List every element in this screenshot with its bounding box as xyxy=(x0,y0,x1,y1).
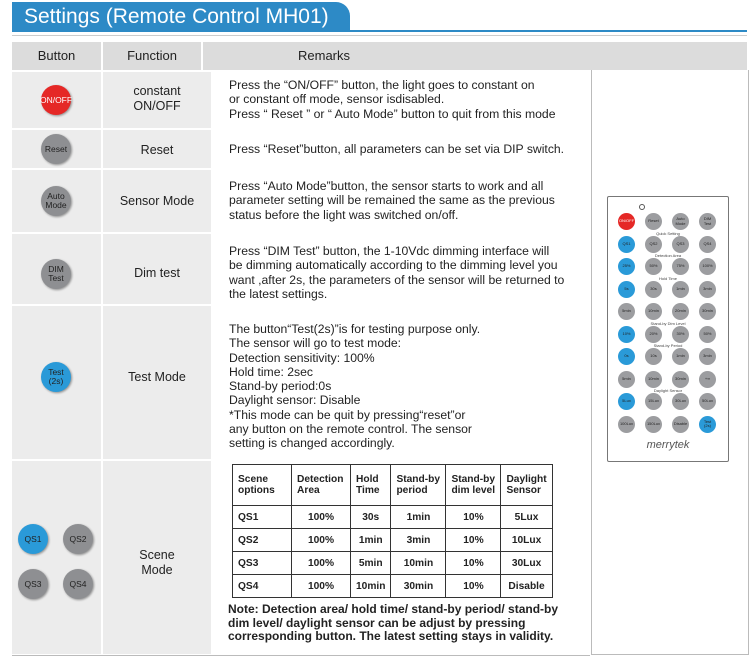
remote-section-label: Quick Setting xyxy=(656,230,680,236)
remote-control-illustration xyxy=(607,196,729,462)
brand-logo: merrytek xyxy=(646,439,690,451)
title-underline xyxy=(12,30,747,32)
auto-mode-button-icon: Auto Mode xyxy=(41,186,71,216)
scene-cell: 3min xyxy=(391,529,446,552)
remark-text: Press the “ON/OFF” button, the light goes to constant on or constant off mode, sensor isdisabled. Press “ Reset ” or “ Auto Mode” button to quit from this mode xyxy=(229,78,556,121)
remote-section-label: Hold Time xyxy=(658,275,677,281)
table-row xyxy=(12,306,590,459)
scene-header: Stand-by period xyxy=(391,465,446,506)
scene-cell: 100% xyxy=(292,575,351,598)
table-row xyxy=(12,130,590,168)
scene-cell: QS4 xyxy=(233,575,292,598)
remote-button: 1min xyxy=(672,348,689,365)
remote-button: 5min xyxy=(618,303,635,320)
scene-cell: Disable xyxy=(501,575,552,598)
remote-button: 25% xyxy=(618,258,635,275)
scene-cell: 1min xyxy=(391,506,446,529)
scene-header: Scene options xyxy=(233,465,292,506)
remote-button: 5s xyxy=(618,281,635,298)
remote-button: 30min xyxy=(672,371,689,388)
remote-button: 30s xyxy=(645,281,662,298)
scene-cell: 10% xyxy=(446,506,501,529)
remote-button: 10min xyxy=(645,371,662,388)
scene-cell: 30s xyxy=(351,506,391,529)
remark-text: Press “Auto Mode”button, the sensor starts to work and all parameter setting will be remained the same as the previous status before the light was switched on/off. xyxy=(229,179,555,222)
divider xyxy=(12,35,747,36)
remote-button: Test (2s) xyxy=(699,416,716,433)
remote-button: QS2 xyxy=(645,236,662,253)
remote-button: QS4 xyxy=(699,236,716,253)
remote-button: 100% xyxy=(699,258,716,275)
function-label: Sensor Mode xyxy=(119,194,195,208)
remote-button: 3min xyxy=(699,348,716,365)
table-row xyxy=(12,234,590,304)
test-2s-button-icon: Test (2s) xyxy=(41,362,71,392)
remote-button: 1min xyxy=(672,281,689,298)
remote-section-label: Stand-by Period xyxy=(653,343,683,348)
scene-table xyxy=(232,464,553,598)
scene-cell: 10min xyxy=(351,575,391,598)
scene-row xyxy=(233,529,553,552)
function-label: Reset xyxy=(140,143,174,157)
scene-cell: 1min xyxy=(351,529,391,552)
scene-cell: 30min xyxy=(391,575,446,598)
remote-button: 100Lux xyxy=(618,416,635,433)
remote-button: 10% xyxy=(618,326,635,343)
remote-button: QS3 xyxy=(672,236,689,253)
remote-button: 75% xyxy=(672,258,689,275)
remote-section-label: Detection Area xyxy=(654,253,682,258)
scene-cell: 100% xyxy=(292,529,351,552)
scene-cell: 100% xyxy=(292,506,351,529)
remote-button: 30min xyxy=(699,303,716,320)
header-button: Button xyxy=(12,42,101,70)
scene-cell: QS1 xyxy=(233,506,292,529)
remote-button: 20min xyxy=(672,303,689,320)
page-title: Settings (Remote Control MH01) xyxy=(24,5,329,28)
scene-cell: 10% xyxy=(446,529,501,552)
function-label: Test Mode xyxy=(128,370,186,384)
scene-row xyxy=(233,506,553,529)
remote-button: 3min xyxy=(699,281,716,298)
remote-section-label: Stand-by Dim Level xyxy=(650,320,686,326)
remark-text: Press “DIM Test” button, the 1-10Vdc dimming interface will be dimming automatically according to the dimming level you want ,after 2s, the parameters of the sensor will be returned to the latest settings. xyxy=(229,244,565,301)
scene-cell: 100% xyxy=(292,552,351,575)
remote-button: DIM Test xyxy=(699,213,716,230)
remote-section-label: Daylight Sensor xyxy=(653,388,683,393)
header-remarks: Remarks xyxy=(203,42,747,70)
remote-button: ON/OFF xyxy=(618,213,635,230)
scene-cell: 10min xyxy=(391,552,446,575)
remote-button: 30Lux xyxy=(672,393,689,410)
scene-header: Detection Area xyxy=(292,465,351,506)
remote-button: +∞ xyxy=(699,371,716,388)
remote-button: 30% xyxy=(672,326,689,343)
function-label: constant ON/OFF xyxy=(133,84,181,113)
scene-row xyxy=(233,552,553,575)
scene-cell: 5Lux xyxy=(501,506,552,529)
remote-button: Reset xyxy=(645,213,662,230)
remote-button: QS1 xyxy=(618,236,635,253)
qs3-button-icon: QS3 xyxy=(18,569,48,599)
reset-button-icon: Reset xyxy=(41,134,71,164)
scene-cell: QS2 xyxy=(233,529,292,552)
ir-sensor-icon xyxy=(639,204,645,210)
remote-button: 10min xyxy=(645,303,662,320)
remote-button: 0s xyxy=(618,348,635,365)
remote-button: 5Lux xyxy=(618,393,635,410)
scene-header: Daylight Sensor xyxy=(501,465,552,506)
scene-cell: 10% xyxy=(446,552,501,575)
remote-button: 20% xyxy=(645,326,662,343)
remote-button: 50% xyxy=(699,326,716,343)
remote-button: 50Lux xyxy=(699,393,716,410)
function-label: Dim test xyxy=(134,266,180,280)
remote-button: 5min xyxy=(618,371,635,388)
header-function: Function xyxy=(103,42,201,70)
dim-test-button-icon: DIM Test xyxy=(41,259,71,289)
scene-cell: 30Lux xyxy=(501,552,552,575)
qs2-button-icon: QS2 xyxy=(63,524,93,554)
remote-button: 50% xyxy=(645,258,662,275)
qs1-button-icon: QS1 xyxy=(18,524,48,554)
remark-text: Press “Reset”button, all parameters can be set via DIP switch. xyxy=(229,142,565,156)
table-row xyxy=(12,72,590,128)
scene-cell: 10% xyxy=(446,575,501,598)
scene-note: Note: Detection area/ hold time/ stand-by period/ stand-by dim level/ daylight sensor can be adjust by pressing corresponding button. The latest setting stays in validity. xyxy=(228,602,559,644)
title-bar xyxy=(12,2,350,32)
scene-cell: QS3 xyxy=(233,552,292,575)
scene-header: Hold Time xyxy=(351,465,391,506)
remote-button: Auto Mode xyxy=(672,213,689,230)
divider xyxy=(12,655,590,656)
function-label: Scene Mode xyxy=(139,548,175,577)
remote-button: 150Lux xyxy=(645,416,662,433)
scene-header: Stand-by dim level xyxy=(446,465,501,506)
on-off-button-icon: ON/OFF xyxy=(41,85,71,115)
remote-button: 10s xyxy=(645,348,662,365)
qs4-button-icon: QS4 xyxy=(63,569,93,599)
scene-row xyxy=(233,575,553,598)
remark-text: The button“Test(2s)”is for testing purpose only. The sensor will go to test mode: Detection sensitivity: 100% Hold time: 2sec Stand-by period:0s Daylight sensor: Disable *This mode can be quit by pressing“reset”or any button on the remote control. The sensor setting is changed accordingly. xyxy=(229,322,481,451)
remote-button: 15Lux xyxy=(645,393,662,410)
scene-cell: 5min xyxy=(351,552,391,575)
scene-cell: 10Lux xyxy=(501,529,552,552)
table-row xyxy=(12,170,590,232)
remote-button: Disable xyxy=(672,416,689,433)
